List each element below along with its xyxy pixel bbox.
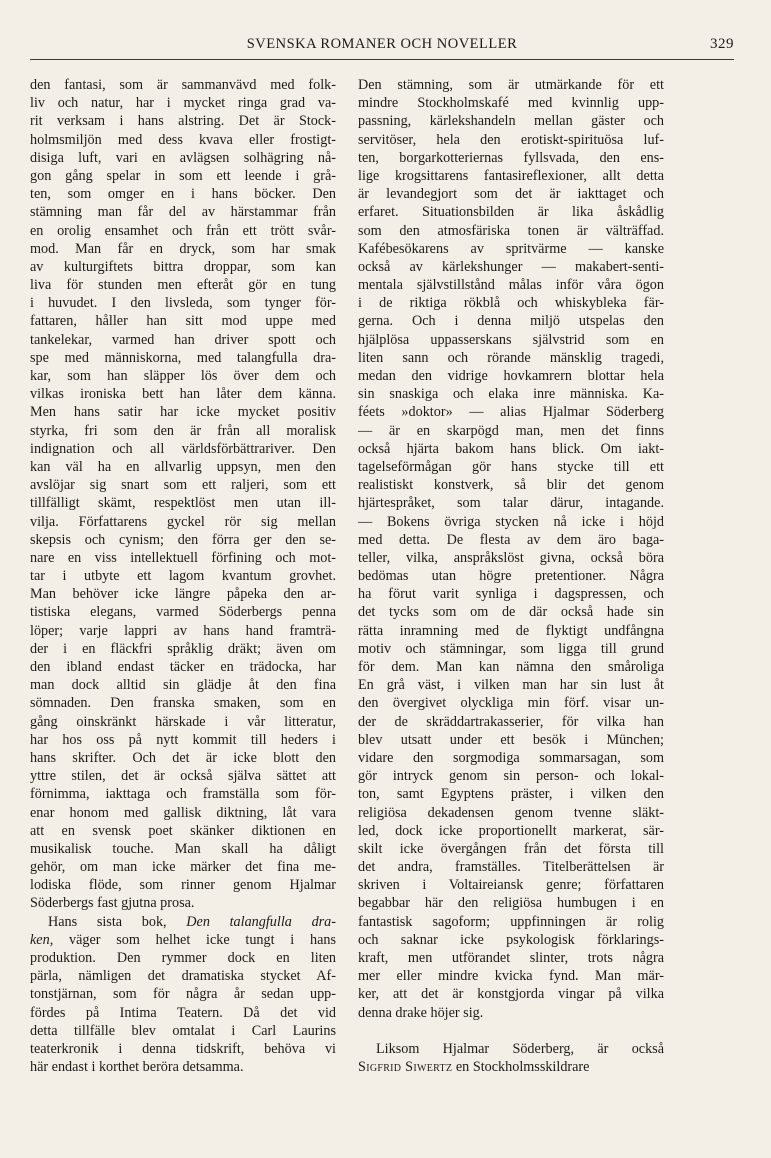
text-run: väger som helhet icke tungt i hans: [53, 931, 336, 948]
text-line: gon gång spelar in som ett leende i grå-: [30, 167, 336, 184]
text-line: styrka, fri som den är från all moralisk: [30, 422, 336, 439]
paragraph-gap: [358, 1022, 664, 1040]
text-line: ker, att det är konstgjorda vingar på vilka: [358, 986, 664, 1003]
text-line: rit verksam i hans alstring. Det är Stock-: [30, 113, 336, 130]
text-line: den ibland endast täcker en trädocka, har: [30, 659, 336, 675]
text-line: för dem. Man kan nämna den småroliga: [358, 659, 664, 675]
text-line: liten sann och rörande mänsklig tragedi,: [358, 349, 664, 366]
text-line: tagelseförmågan gör hans stycke till ett: [358, 458, 664, 475]
text-run: Hans sista bok,: [48, 913, 187, 930]
text-line: gehör, om man icke märker det fina me-: [30, 859, 336, 876]
text-line: pärla, nämligen det dramatiska stycket Af-: [30, 968, 336, 985]
left-column: [30, 76, 336, 1076]
text-line: är levandegjort som det är iakttaget och: [358, 186, 664, 203]
text-line: passning, kärlekshandeln mellan gäster och: [358, 113, 664, 130]
running-header: [30, 36, 734, 58]
text-line: religiösa dekadensen genom tvenne släkt-: [358, 804, 664, 821]
text-line: och saknar icke psykologisk förklarings-: [358, 931, 664, 948]
text-line: mer eller mindre kvicka fynd. Man mär-: [358, 968, 664, 985]
text-line: tar i utbyte ett lagom kvantum grovhet.: [30, 568, 336, 585]
text-line: sin snaskiga och elaka inre människa. Ka-: [358, 386, 664, 403]
text-line: lodiska flöde, som rinner genom Hjalmar: [30, 877, 336, 894]
text-line: den övergivet olyckliga min förf. visar un-: [358, 695, 664, 712]
text-line: der i en fläckfri språklig dräkt; även om: [30, 640, 336, 657]
text-line: denna drake höjer sig.: [358, 1004, 484, 1021]
text-line: mindre Stockholmskafé med kvinnlig upp-: [358, 95, 664, 112]
text-line: skriven i Voltaireiansk genre; författaren: [358, 877, 664, 894]
text-line: musikalisk touche. Man skall ha dåligt: [30, 840, 336, 857]
text-line: tonstjärnan, som för några år sedan upp-: [30, 986, 336, 1003]
text-line: — Bokens övriga stycken nå icke i höjd: [358, 513, 664, 530]
text-line: avslöjar sig snart som ett raljeri, som ett: [30, 477, 336, 494]
text-line: gång oinskränkt härskade i vår litteratur,: [30, 713, 336, 730]
text-line: tistiska elegans, varmed Söderbergs penna: [30, 604, 336, 621]
text-line: mod. Man får en dryck, som har smak: [30, 240, 336, 257]
text-line: — är en skarpögd man, men det finns: [358, 422, 664, 439]
text-line: Den stämning, som är utmärkande för ett: [358, 77, 664, 93]
text-line: som den atmosfäriska tonen är välträffad.: [358, 222, 664, 239]
text-line: produktion. Den rymmer dock en liten: [30, 950, 336, 966]
text-line: Kafébesökarens av spritvärme — kanske: [358, 240, 664, 257]
text-line: att en svensk poet skänker diktionen en: [30, 822, 336, 839]
book-title-italic: Den talangfulla dra-: [186, 913, 336, 930]
text-line: vilja. Författarens gyckel rör sig mellan: [30, 513, 336, 530]
text-line: féets »doktor» — alias Hjalmar Söderberg: [358, 404, 664, 421]
text-line: der de skräddartrakasserier, för vilka han: [358, 713, 664, 730]
text-line: motiv och stämningar, som ligga till grund: [358, 640, 664, 657]
text-line: ha förut varit synliga i dagspressen, och: [358, 586, 664, 603]
right-paragraph-1: [358, 76, 664, 1022]
text-line: förnimma, iakttaga och framställa som för-: [30, 786, 336, 803]
text-line: [358, 1058, 664, 1076]
text-line: med detta. De flesta av dem äro baga-: [358, 531, 664, 548]
text-line: ten, borgarkotteriernas fyllsvada, den ens-: [358, 149, 664, 166]
running-header-title: SVENSKA ROMANER OCH NOVELLER: [246, 36, 518, 52]
text-line: hans skrifter. Och det är icke blott den: [30, 749, 336, 766]
text-line: Man behöver icke längre påpeka den ar-: [30, 586, 336, 603]
text-line: rätta inramning med de flyktigt undfångna: [358, 622, 664, 639]
text-line: gör intryck genom sin person- och lokal-: [358, 768, 664, 785]
text-line: gerna. Och i denna miljö utspelas den: [358, 313, 664, 330]
page-number: 329: [710, 36, 734, 52]
text-run: en Stockholmsskildrare: [452, 1059, 590, 1076]
text-line: nare en viss intellektuell förfining och mot-: [30, 549, 336, 566]
text-line: medan den vidrige hovkamrern blottar hela: [358, 368, 664, 384]
text-line: skilt icke övergången från det första till: [358, 840, 664, 857]
text-line: sömnaden. Den franska smaken, som en: [30, 695, 336, 712]
text-line: fantastisk sagoform; uppfinningen är rolig: [358, 913, 664, 930]
text-line: detta tillfälle blev omtalat i Carl Laurins: [30, 1022, 336, 1039]
text-line: stämning man får del av härstammar från: [30, 204, 336, 221]
text-line: yttre stilen, det är också själva sättet att: [30, 768, 336, 785]
text-line: tillfälligt skämt, respektlöst men utan ill-: [30, 495, 336, 512]
text-line: fattaren, håller han sitt mod uppe med: [30, 313, 336, 330]
text-line: holmsmiljön med dess kvava eller frostigt-: [30, 131, 336, 148]
text-line: har hos oss på nytt kommit till heders i: [30, 731, 336, 748]
text-line: hjälplösa uppasserskans självstrid som en: [358, 331, 664, 348]
text-line: skepsis och cynism; den förra ger den se-: [30, 531, 336, 548]
text-line: av kulturgiftets bittra droppar, som kan: [30, 258, 336, 275]
text-line: fördes på Intima Teatern. Då det vid: [30, 1004, 336, 1021]
text-line: begabbar här den religiösa humbugen i en: [358, 895, 664, 912]
text-line: liv och natur, har i mycket ringa grad va-: [30, 95, 336, 112]
text-line: också av kärlekshunger — makabert-senti-: [358, 258, 664, 275]
text-line: i de riktiga rökblå och whiskybleka fär-: [358, 295, 664, 312]
text-line: kar, som han släpper lös över dem och: [30, 368, 336, 384]
text-line: också hjärta bakom hans blick. Om iakt-: [358, 440, 664, 457]
text-line: servitöser, hela den erotiskt-spirituösa luf-: [358, 131, 664, 148]
text-line: Liksom Hjalmar Söderberg, är också: [376, 1040, 664, 1057]
text-line: mentala självstillstånd målas inför våra ögon: [358, 277, 664, 294]
text-line: ton, samt Egyptens präster, i vilken den: [358, 786, 664, 803]
text-line: enar honom med gallisk diktning, låt vara: [30, 804, 336, 821]
text-line: spe med människorna, med talangfulla dra-: [30, 349, 336, 366]
text-line: Söderbergs fast gjutna prosa.: [30, 895, 195, 912]
header-rule: [30, 59, 734, 60]
text-line: [30, 913, 336, 931]
text-line: bedömas utan högre pretentioner. Några: [358, 568, 664, 585]
text-line: erfaret. Situationsbilden är lika åskådlig: [358, 204, 664, 221]
text-line: löper; varje lappri av hans hand framträ-: [30, 622, 336, 639]
text-line: teller, vilka, anspråkslöst givna, också böra: [358, 549, 664, 566]
book-title-italic: ken,: [30, 931, 54, 948]
right-column: [358, 76, 664, 1076]
text-line: blev utsatt under ett besök i München;: [358, 731, 664, 748]
text-line: realistiskt konstverk, så blir det genom: [358, 477, 664, 494]
text-line: indignation och all världsförbättrariver. Den: [30, 440, 336, 457]
text-line: kraft, men utförandet slinter, trots några: [358, 950, 664, 966]
left-paragraph-2: [30, 949, 336, 1076]
text-line: Men hans satir har icke mycket positiv: [30, 404, 336, 421]
text-line: här endast i korthet beröra detsamma.: [30, 1059, 244, 1076]
text-line: det andra, framställes. Titelberättelsen är: [358, 859, 664, 876]
text-line: teaterkronik i denna tidskrift, behöva vi: [30, 1040, 336, 1057]
text-line: disiga luft, vari en avlägsen solhägring nå-: [30, 149, 336, 166]
text-line: tankelekar, varmed han driver spott och: [30, 331, 336, 348]
text-line: liva för stunden men efteråt gör en tung: [30, 277, 336, 294]
text-line: En grå väst, i vilken man har sin lust åt: [358, 677, 664, 694]
text-line: i huvudet. I den livsleda, som tynger för-: [30, 295, 336, 312]
text-line: vilkas ironiska bett han låter dem känna.: [30, 386, 336, 403]
text-line: led, dock icke proportionellt markerat, sär-: [358, 822, 664, 839]
text-line: den fantasi, som är sammanvävd med folk-: [30, 77, 336, 93]
text-line: ten, som omger en i hans böcker. Den: [30, 186, 336, 203]
text-line: lige krogsittarens fantasireflexioner, allt detta: [358, 167, 664, 184]
text-line: det tycks som om de där också hade sin: [358, 604, 664, 621]
text-line: man dock alltid sin glädje åt den fina: [30, 677, 336, 694]
text-line: vidare den sorgmodiga sommarsagan, som: [358, 749, 664, 766]
text-line: hjärtespråket, som talar därur, intagande.: [358, 495, 664, 512]
text-line: en orolig ensamhet och från ett trött svår-: [30, 222, 336, 239]
text-line: kan väl ha en allvarlig uppsyn, men den: [30, 458, 336, 475]
left-paragraph-1: [30, 76, 336, 913]
text-line: [30, 931, 336, 949]
author-name: Sigfrid Siwertz: [358, 1059, 453, 1076]
